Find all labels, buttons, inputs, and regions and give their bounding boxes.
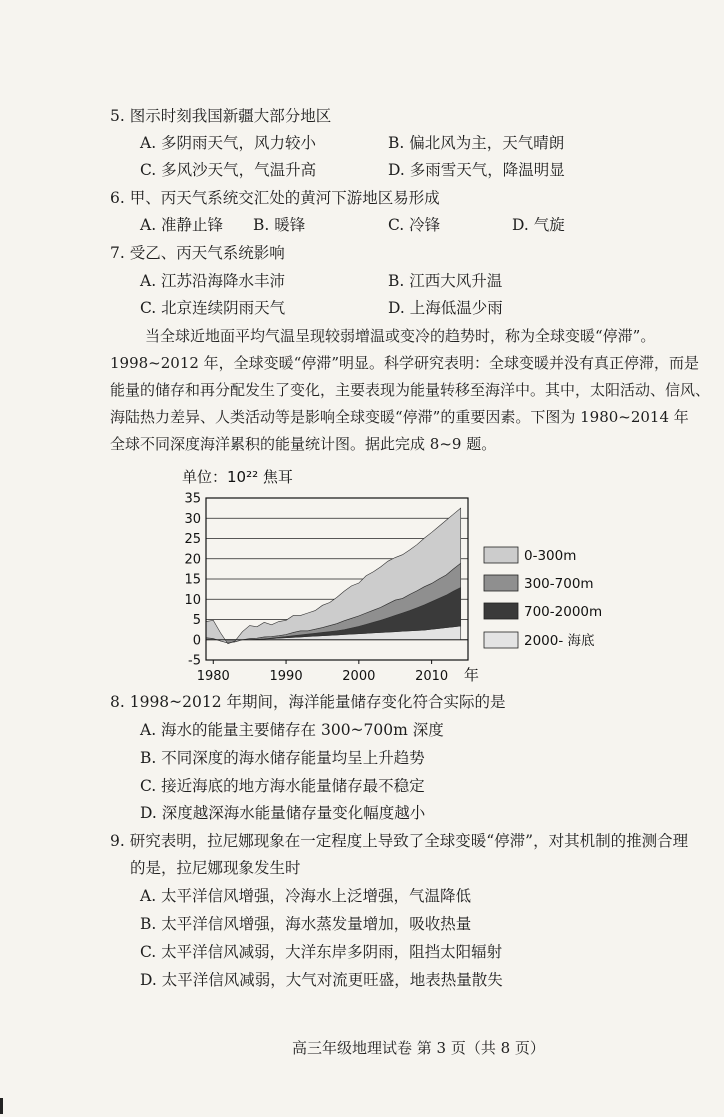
y-tick-label: 30 <box>184 511 201 527</box>
passage-line-3: 能量的储存和再分配发生了变化，主要表现为能量转移至海洋中。其中，太阳活动、信风、 <box>110 381 711 399</box>
x-tick-label: 2000 <box>342 669 376 684</box>
question-9-option-d: D. 太平洋信风减弱，大气对流更旺盛，地表热量散失 <box>140 971 503 989</box>
y-tick-label: 20 <box>184 552 201 568</box>
question-7-option-c: C. 北京连续阴雨天气 <box>140 299 286 317</box>
x-axis-label: 年 <box>464 666 480 684</box>
passage-line-5: 全球不同深度海洋累积的能量统计图。据此完成 8~9 题。 <box>110 435 497 453</box>
question-6-stem: 6. 甲、丙天气系统交汇处的黄河下游地区易形成 <box>110 189 440 207</box>
legend-label: 2000- 海底 <box>524 633 595 649</box>
question-9-option-b: B. 太平洋信风增强，海水蒸发量增加，吸收热量 <box>140 915 472 933</box>
question-5-option-b: B. 偏北风为主，天气晴朗 <box>388 134 565 152</box>
question-7-option-b: B. 江西大风升温 <box>388 272 503 290</box>
question-8-option-b: B. 不同深度的海水储存能量均呈上升趋势 <box>140 749 425 767</box>
question-5-option-d: D. 多雨雪天气，降温明显 <box>388 161 565 179</box>
y-tick-label: 0 <box>192 633 201 649</box>
x-tick-label: 1980 <box>196 669 230 684</box>
ocean-energy-chart <box>168 462 628 687</box>
y-tick-label: 25 <box>184 532 201 547</box>
question-9-stem-line-2: 的是，拉尼娜现象发生时 <box>130 859 301 877</box>
question-6-option-c: C. 冷锋 <box>388 216 441 234</box>
question-8-option-c: C. 接近海底的地方海水能量储存最不稳定 <box>140 777 425 795</box>
y-tick-label: 15 <box>184 572 201 588</box>
question-8-stem: 8. 1998~2012 年期间，海洋能量储存变化符合实际的是 <box>110 693 506 711</box>
y-tick-label: 10 <box>184 592 201 608</box>
legend-swatch <box>484 575 518 591</box>
ocean-energy-chart-svg <box>168 462 628 687</box>
scan-edge-mark <box>0 1098 3 1114</box>
question-9-stem-line-1: 9. 研究表明，拉尼娜现象在一定程度上导致了全球变暖“停滞”，对其机制的推测合理 <box>110 832 689 850</box>
question-5-option-a: A. 多阴雨天气，风力较小 <box>140 134 317 152</box>
y-tick-label: -5 <box>188 653 201 669</box>
page-footer: 高三年级地理试卷 第 3 页（共 8 页） <box>292 1039 545 1057</box>
x-tick-label: 1990 <box>269 669 303 684</box>
question-9-option-c: C. 太平洋信风减弱，大洋东岸多阴雨，阻挡太阳辐射 <box>140 943 503 961</box>
question-7-stem: 7. 受乙、丙天气系统影响 <box>110 244 285 262</box>
passage-line-2: 1998~2012 年，全球变暖“停滞”明显。科学研究表明：全球变暖并没有真正停滞，而是 <box>110 354 700 372</box>
legend-swatch <box>484 632 518 648</box>
question-9-option-a: A. 太平洋信风增强，冷海水上泛增强，气温降低 <box>140 887 472 905</box>
question-5-option-c: C. 多风沙天气，气温升高 <box>140 161 317 179</box>
legend-label: 0-300m <box>524 548 577 564</box>
x-tick-label: 2010 <box>415 669 449 684</box>
legend-label: 300-700m <box>524 576 594 592</box>
legend-swatch <box>484 603 518 619</box>
question-6-option-b: B. 暖锋 <box>253 216 306 234</box>
question-6-option-a: A. 准静止锋 <box>140 216 224 234</box>
legend-swatch <box>484 547 518 563</box>
y-tick-label: 5 <box>192 613 201 628</box>
question-8-option-d: D. 深度越深海水能量储存量变化幅度越小 <box>140 804 426 822</box>
y-tick-label: 35 <box>184 491 201 507</box>
question-6-option-d: D. 气旋 <box>512 216 565 234</box>
question-7-option-a: A. 江苏沿海降水丰沛 <box>140 272 286 290</box>
legend-label: 700-2000m <box>524 604 603 620</box>
question-5-stem: 5. 图示时刻我国新疆大部分地区 <box>110 107 332 125</box>
chart-unit-label: 单位：10²² 焦耳 <box>182 468 293 486</box>
passage-line-4: 海陆热力差异、人类活动等是影响全球变暖“停滞”的重要因素。下图为 1980~2014 年 <box>110 408 689 426</box>
passage-line-1: 当全球近地面平均气温呈现较弱增温或变冷的趋势时，称为全球变暖“停滞”。 <box>145 327 656 345</box>
question-7-option-d: D. 上海低温少雨 <box>388 299 503 317</box>
question-8-option-a: A. 海水的能量主要储存在 300~700m 深度 <box>140 721 444 739</box>
